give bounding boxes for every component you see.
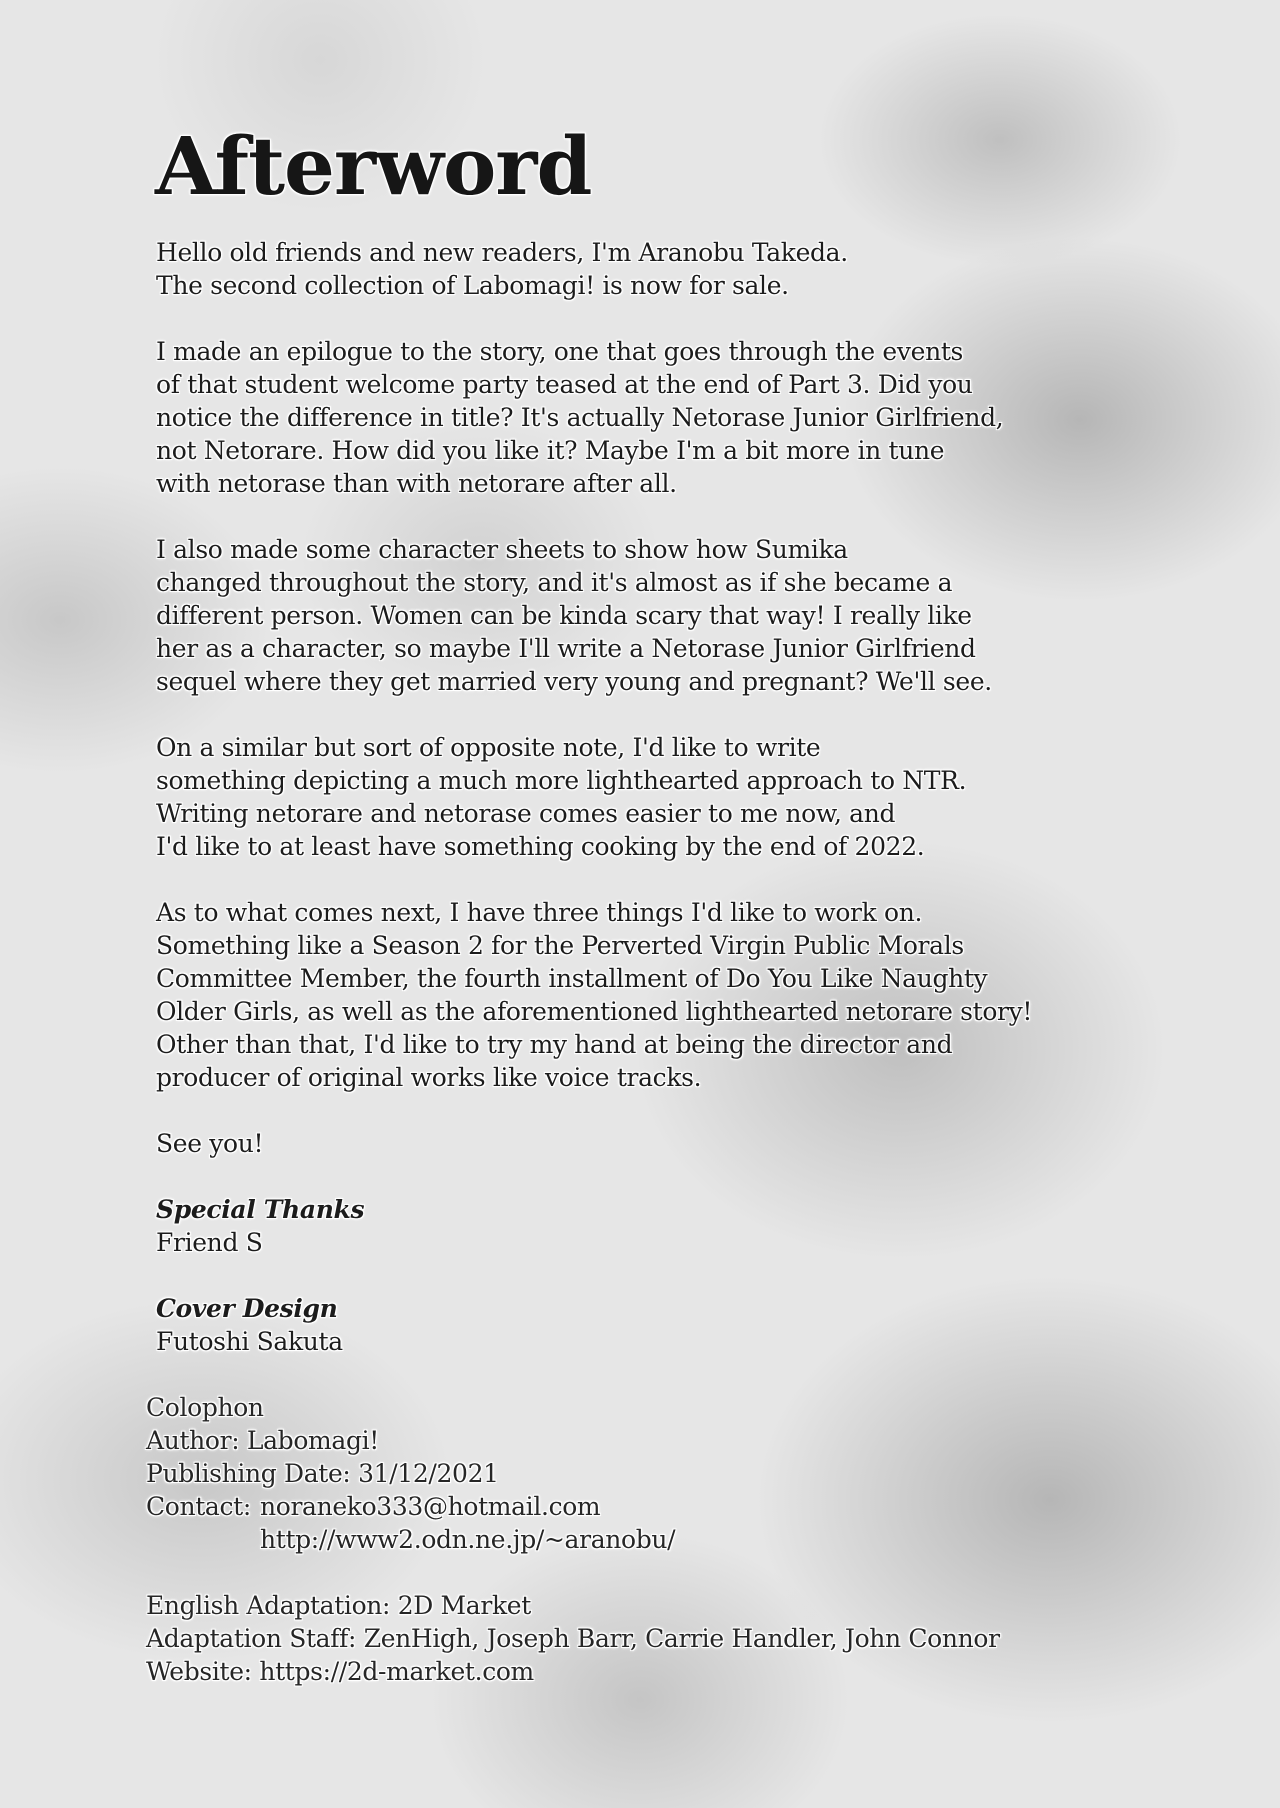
paragraph-line: I made an epilogue to the story, one that goes through the events: [156, 337, 964, 366]
paragraph-line: See you!: [156, 1129, 264, 1158]
colophon-contact: [146, 1490, 1106, 1523]
paragraph-line: Something like a Season 2 for the Perverted Virgin Public Morals: [156, 931, 964, 960]
paragraph-line: of that student welcome party teased at the end of Part 3. Did you: [156, 370, 973, 399]
credit-name: Futoshi Sakuta: [156, 1327, 343, 1356]
paragraph-line: something depicting a much more lighthearted approach to NTR.: [156, 766, 967, 795]
afterword-body: [156, 236, 1116, 1391]
contact-url: http://www2.odn.ne.jp/~aranobu/: [260, 1525, 676, 1554]
colophon: [146, 1391, 1106, 1688]
contact-email: noraneko333@hotmail.com: [260, 1492, 601, 1521]
paragraph-line: As to what comes next, I have three things I'd like to work on.: [156, 898, 923, 927]
colophon-english-adaptation: English Adaptation: 2D Market: [146, 1591, 531, 1620]
colophon-publishing-date: Publishing Date: 31/12/2021: [146, 1459, 499, 1488]
paragraph-line: producer of original works like voice tracks.: [156, 1063, 702, 1092]
paragraph-line: sequel where they get married very young and pregnant? We'll see.: [156, 667, 992, 696]
credit-heading: Special Thanks: [156, 1195, 365, 1224]
paragraph-epilogue: [156, 335, 1116, 500]
credit-special-thanks: [156, 1193, 1116, 1259]
credit-cover-design: [156, 1292, 1116, 1358]
colophon-website: Website: https://2d-market.com: [146, 1657, 534, 1686]
paragraph-lighthearted: [156, 731, 1116, 863]
paragraph-whats-next: [156, 896, 1116, 1094]
paragraph-greeting: [156, 236, 1116, 302]
paragraph-line: Older Girls, as well as the aforementioned lighthearted netorare story!: [156, 997, 1033, 1026]
paragraph-line: different person. Women can be kinda scary that way! I really like: [156, 601, 972, 630]
paragraph-line: The second collection of Labomagi! is now for sale.: [156, 271, 789, 300]
colophon-spacer: [146, 1556, 1106, 1589]
paragraph-line: I also made some character sheets to show how Sumika: [156, 535, 848, 564]
paragraph-line: her as a character, so maybe I'll write a Netorase Junior Girlfriend: [156, 634, 976, 663]
colophon-adaptation-staff: Adaptation Staff: ZenHigh, Joseph Barr, Carrie Handler, John Connor: [146, 1624, 1000, 1653]
paragraph-line: Writing netorare and netorase comes easier to me now, and: [156, 799, 896, 828]
paragraph-line: Committee Member, the fourth installment of Do You Like Naughty: [156, 964, 988, 993]
paragraph-line: with netorase than with netorare after all.: [156, 469, 677, 498]
paragraph-farewell: [156, 1127, 1116, 1160]
paragraph-line: Hello old friends and new readers, I'm Aranobu Takeda.: [156, 238, 848, 267]
paragraph-character-sheets: [156, 533, 1116, 698]
colophon-heading: Colophon: [146, 1393, 264, 1422]
paragraph-line: changed throughout the story, and it's almost as if she became a: [156, 568, 953, 597]
paragraph-line: notice the difference in title? It's actually Netorase Junior Girlfriend,: [156, 403, 1004, 432]
credit-name: Friend S: [156, 1228, 263, 1257]
colophon-author: Author: Labomagi!: [146, 1426, 379, 1455]
contact-label: Contact:: [146, 1492, 251, 1521]
credit-heading: Cover Design: [156, 1294, 338, 1323]
paragraph-line: I'd like to at least have something cooking by the end of 2022.: [156, 832, 925, 861]
paragraph-line: On a similar but sort of opposite note, I'd like to write: [156, 733, 821, 762]
paragraph-line: Other than that, I'd like to try my hand at being the director and: [156, 1030, 953, 1059]
page-title: Afterword: [155, 119, 592, 213]
paragraph-line: not Netorare. How did you like it? Maybe I'm a bit more in tune: [156, 436, 945, 465]
